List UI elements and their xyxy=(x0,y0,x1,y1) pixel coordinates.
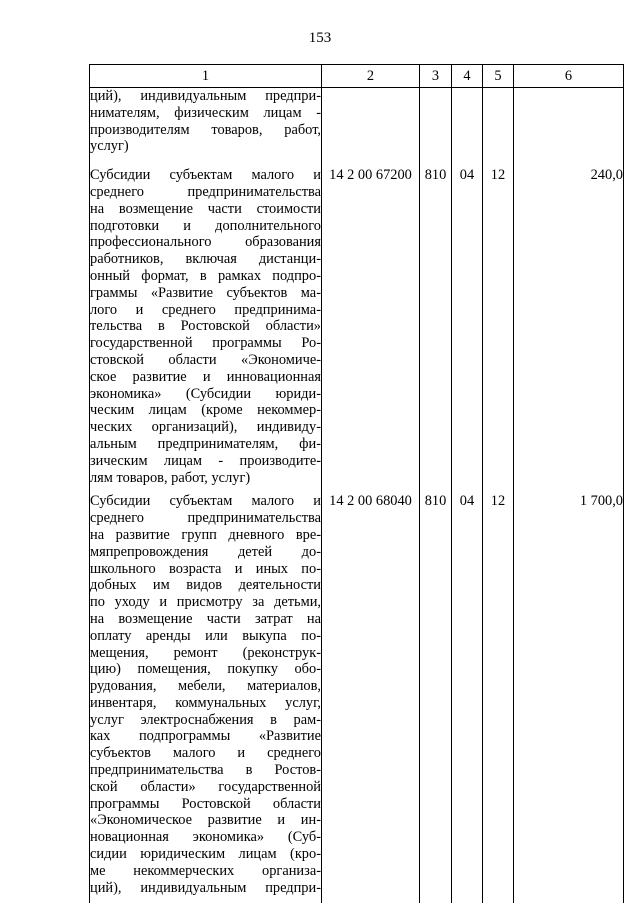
name-line: рудования, мебели, материалов, xyxy=(90,678,321,695)
header-col-6: 6 xyxy=(514,65,624,88)
name-line: профессионального образования xyxy=(90,234,321,251)
name-line: лям товаров, работ, услуг) xyxy=(90,469,251,486)
table-body xyxy=(90,88,624,904)
name-line: ской области» государственной xyxy=(90,778,321,795)
name-line: Субсидии субъектам малого и xyxy=(90,493,321,510)
row-amount-cell: 1 700,0 xyxy=(514,493,624,903)
name-line: на возмещение части затрат на xyxy=(90,610,321,627)
name-line: лого и среднего предпринима- xyxy=(90,301,321,318)
name-line: добных им видов деятельности xyxy=(90,577,321,594)
row-amount-cell xyxy=(514,88,624,168)
page-number: 153 xyxy=(308,30,332,46)
name-line: экономика» (Субсидии юриди- xyxy=(90,385,321,402)
name-line: ческим лицам (кроме некоммер- xyxy=(90,402,321,419)
name-line: мещения, ремонт (реконструк- xyxy=(90,644,321,661)
header-col-1: 1 xyxy=(90,65,322,88)
row-pr-cell xyxy=(483,88,514,168)
header-col-2: 2 xyxy=(322,65,420,88)
name-line: альным предпринимателям, фи- xyxy=(90,435,321,452)
row-csr-cell xyxy=(322,88,420,168)
row-name-cell xyxy=(90,167,322,493)
name-line: Субсидии субъектам малого и xyxy=(90,167,321,184)
row-rz-cell: 04 xyxy=(452,493,483,903)
name-line: ме некоммерческих организа- xyxy=(90,862,321,879)
row-vr-cell: 810 xyxy=(420,493,452,903)
name-line: ское развитие и инновационная xyxy=(90,368,321,385)
row-name-cell xyxy=(90,88,322,168)
table-header xyxy=(90,65,624,88)
row-csr-cell: 14 2 00 67200 xyxy=(322,167,420,493)
row-pr-cell: 12 xyxy=(483,167,514,493)
name-line: среднего предпринимательства xyxy=(90,510,321,527)
table-row xyxy=(90,493,624,903)
name-line: по уходу и присмотру за детьми, xyxy=(90,594,321,611)
name-line: государственной программы Ро- xyxy=(90,335,321,352)
name-line: услуг) xyxy=(90,138,129,155)
budget-table xyxy=(89,64,624,903)
row-pr-cell: 12 xyxy=(483,493,514,903)
name-line: инвентаря, коммунальных услуг, xyxy=(90,694,321,711)
name-line: работников, включая дистанци- xyxy=(90,251,321,268)
name-line: на развитие групп дневного вре- xyxy=(90,526,321,543)
name-line: на возмещение части стоимости xyxy=(90,200,321,217)
header-row xyxy=(90,65,624,88)
name-line: ческих организаций), индивиду- xyxy=(90,419,321,436)
row-vr-cell: 810 xyxy=(420,167,452,493)
name-line: программы Ростовской области xyxy=(90,795,321,812)
row-vr-cell xyxy=(420,88,452,168)
name-line: мяпрепровождения детей до- xyxy=(90,543,321,560)
name-line: оплату аренды или выкупа по- xyxy=(90,627,321,644)
header-col-5: 5 xyxy=(483,65,514,88)
name-line: производителям товаров, работ, xyxy=(90,121,321,138)
name-line: цию) помещения, покупку обо- xyxy=(90,661,321,678)
header-col-4: 4 xyxy=(452,65,483,88)
name-line: ках подпрограммы «Развитие xyxy=(90,728,321,745)
row-name-cell xyxy=(90,493,322,903)
row-amount-cell: 240,0 xyxy=(514,167,624,493)
name-line: граммы «Развитие субъектов ма- xyxy=(90,284,321,301)
name-line: сидии юридическим лицам (кро- xyxy=(90,846,321,863)
name-line: услуг электроснабжения в рам- xyxy=(90,711,321,728)
name-line: ций), индивидуальным предпри- xyxy=(90,88,321,104)
name-line: нимателям, физическим лицам - xyxy=(90,104,321,121)
name-line: среднего предпринимательства xyxy=(90,183,321,200)
name-line: тельства в Ростовской области» xyxy=(90,318,321,335)
table-row xyxy=(90,88,624,168)
name-line: стовской области «Экономиче- xyxy=(90,351,321,368)
name-line: школьного возраста и иных по- xyxy=(90,560,321,577)
name-line: подготовки и дополнительного xyxy=(90,217,321,234)
name-line: ций), индивидуальным предпри- xyxy=(90,879,321,896)
row-csr-cell: 14 2 00 68040 xyxy=(322,493,420,903)
name-line: зическим лицам - производите- xyxy=(90,452,321,469)
name-line: субъектов малого и среднего xyxy=(90,745,321,762)
name-line: онный формат, в рамках подпро- xyxy=(90,267,321,284)
name-line: «Экономическое развитие и ин- xyxy=(90,812,321,829)
row-rz-cell: 04 xyxy=(452,167,483,493)
name-line: предпринимательства в Ростов- xyxy=(90,762,321,779)
header-col-3: 3 xyxy=(420,65,452,88)
table-row xyxy=(90,167,624,493)
name-line: новационная экономика» (Суб- xyxy=(90,829,321,846)
row-rz-cell xyxy=(452,88,483,168)
